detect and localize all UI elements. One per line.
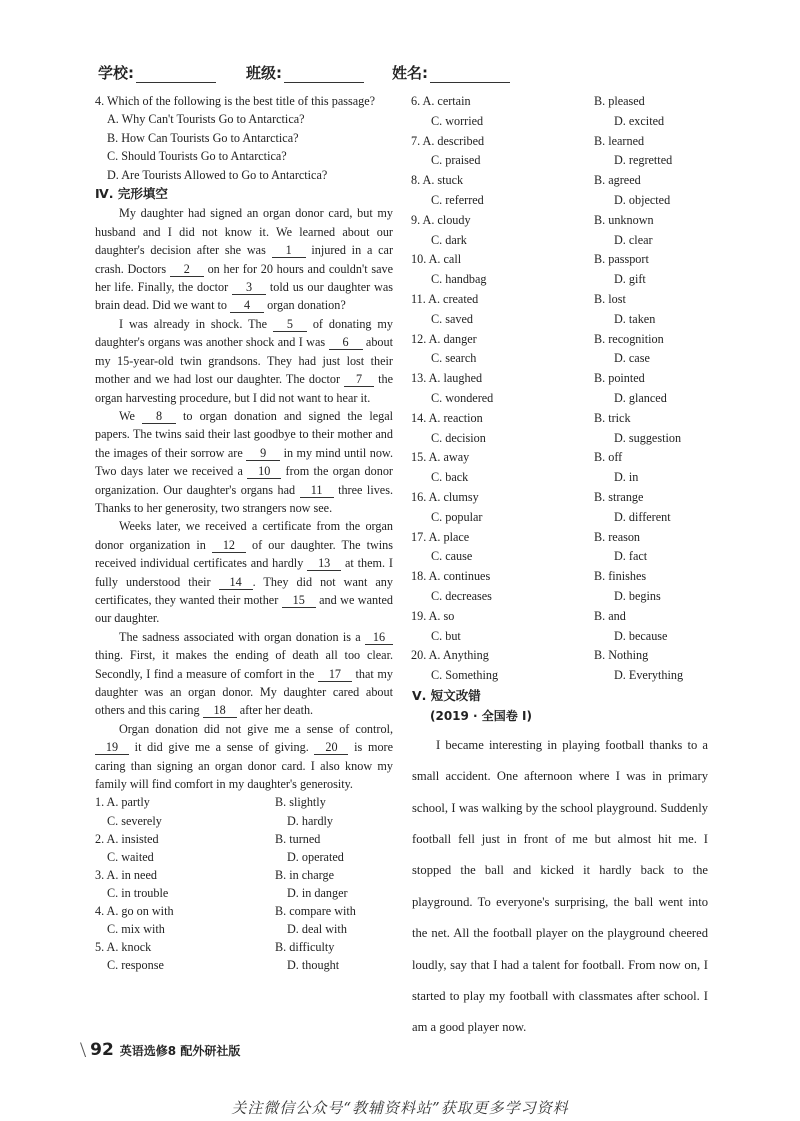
option-a: 10. A. call: [411, 252, 462, 267]
blank-1: 1: [272, 244, 306, 258]
option-c: C. decision: [431, 430, 486, 445]
error-correction-section: [412, 686, 708, 1044]
option-c: C. Something: [431, 668, 499, 683]
option-row: [411, 349, 707, 369]
option-a: 18. A. continues: [411, 569, 491, 584]
school-field[interactable]: [98, 62, 216, 83]
option-row: [411, 231, 707, 251]
option-row: [411, 547, 707, 567]
option-a: 12. A. danger: [411, 331, 477, 346]
option-d: D. fact: [614, 549, 648, 564]
name-field[interactable]: [392, 62, 510, 83]
option-row: [411, 389, 707, 409]
option-row: [411, 468, 707, 488]
blank-19: 19: [95, 741, 129, 755]
option-row: [411, 448, 707, 468]
option-d: D. begins: [614, 588, 661, 603]
name-blank[interactable]: [430, 68, 510, 83]
page-footer: [80, 1037, 240, 1063]
option-row: [411, 330, 707, 350]
option-d: D. regretted: [614, 153, 673, 168]
option-d: D. case: [614, 351, 650, 366]
option-d: D. gift: [614, 272, 646, 287]
blank-11: 11: [300, 484, 334, 498]
option-d: D. clear: [614, 232, 653, 247]
option-row: [411, 151, 707, 171]
option-row: 3. A. in need B. in charge: [95, 867, 335, 882]
cloze-options-6-20: [411, 92, 707, 686]
option-d: D. taken: [614, 311, 656, 326]
option-b: B. How Can Tourists Go to Antarctica?: [107, 130, 299, 145]
option-b: B. off: [594, 450, 623, 465]
blank-3: 3: [232, 281, 266, 295]
cloze-paragraph-3: We 8 to organ donation and signed the legal papers. The twins said their last goodbye to their mother and the images of their sorrow are 9 in my mind until now. Two days later we received a 10 from the organ donor organization. Our daughter's organs had 11 three lives. Thanks to her generosity, two strangers now see.: [95, 408, 394, 515]
option-d: D. Everything: [614, 668, 684, 683]
option-a: 11. A. created: [411, 291, 479, 306]
option-row: [411, 646, 707, 666]
option-row: [411, 310, 707, 330]
option-c: C. back: [431, 470, 469, 485]
option-row: 5. A. knock B. difficulty: [95, 940, 335, 955]
blank-17: 17: [318, 668, 352, 682]
option-row: [411, 171, 707, 191]
option-b: B. and: [594, 608, 626, 623]
bottom-note: 关注微信公众号“教辅资料站”获取更多学习资料: [231, 1099, 569, 1117]
option-c: C. dark: [431, 232, 467, 247]
page-number: 92: [90, 1040, 114, 1060]
option-row: [411, 666, 707, 686]
correction-passage: I became interesting in playing football thanks to a small accident. One afternoon where I was in primary school, I was walking by the school playground. Suddenly football fell just in front of me but almost hit me. I stopped the ball and kicked it hardly back to the playground. To everyone's surprising, the ball went into the net. All the football player on the playground cheered loudly, say that I had a talent for football. From now on, I started to play my football with classmates after school. I am a good player now.: [412, 737, 708, 1035]
blank-5: 5: [273, 318, 307, 332]
option-d: D. objected: [614, 192, 671, 207]
option-d: D. Are Tourists Allowed to Go to Antarctica?: [107, 167, 328, 182]
correction-heading: Ⅴ. 短文改错: [412, 688, 481, 703]
option-row: [411, 627, 707, 647]
correction-source: (2019 · 全国卷 Ⅰ): [430, 709, 532, 724]
question-stem: 4. Which of the following is the best title of this passage?: [95, 94, 376, 108]
blank-18: 18: [203, 704, 237, 718]
blank-4: 4: [230, 299, 264, 313]
option-a: 15. A. away: [411, 450, 470, 465]
option-b: B. strange: [594, 489, 644, 504]
cloze-paragraph-4: Weeks later, we received a certificate from the organ donor organization in 12 of our daughter. The twins received individual certificates and hardly 13 at them. I fully understood their 14 . They did not want any certificates, they wanted their mother 15 and we wanted our daughter.: [95, 519, 393, 626]
option-row: [411, 508, 707, 528]
class-blank[interactable]: [284, 68, 364, 83]
blank-7: 7: [344, 373, 374, 387]
cloze-paragraph-1: My daughter had signed an organ donor card, but my husband and I did not know it. We learned about our daughter's decision after she was 1 injured in a car crash. Doctors 2 on her for 20 hours and couldn't save her life. Finally, the doctor 3 told us our daughter was brain dead. Did we want to 4 organ donation?: [95, 206, 394, 313]
option-b: B. lost: [594, 291, 626, 306]
option-b: B. pleased: [594, 94, 645, 108]
option-c: C. Should Tourists Go to Antarctica?: [107, 149, 287, 164]
option-a: 9. A. cloudy: [411, 212, 471, 227]
option-row: C. severely D. hardly: [107, 813, 334, 828]
option-row: C. in trouble D. in danger: [107, 885, 348, 900]
blank-9: 9: [246, 447, 280, 461]
option-row: [411, 528, 707, 548]
option-row: [411, 567, 707, 587]
option-row: [411, 607, 707, 627]
option-c: C. cause: [431, 549, 473, 564]
cloze-paragraph-2: I was already in shock. The 5 of donating my daughter's organs was another shock and I was 6 about my 15-year-old twin grandsons. They had just lost their mother and we had lost our daughter. The doctor 7 the organ harvesting procedure, but I did not want to hear it.: [95, 316, 394, 405]
option-b: B. learned: [594, 133, 645, 148]
footer-slash: \: [80, 1037, 87, 1062]
option-b: B. Nothing: [594, 648, 649, 663]
blank-13: 13: [307, 557, 341, 571]
option-c: C. search: [431, 351, 477, 366]
option-row: [411, 290, 707, 310]
option-a: 14. A. reaction: [411, 410, 483, 425]
option-row: 4. A. go on with B. compare with: [95, 904, 356, 918]
class-label: 班级:: [246, 64, 282, 82]
option-b: B. recognition: [594, 331, 664, 346]
option-d: D. different: [614, 509, 671, 524]
blank-16: 16: [365, 631, 393, 645]
option-row: [411, 250, 707, 270]
option-d: D. glanced: [614, 390, 667, 405]
option-b: B. pointed: [594, 371, 645, 386]
book-title: 英语选修8 配外研社版: [119, 1044, 241, 1058]
option-d: D. excited: [614, 113, 665, 128]
option-c: C. wondered: [431, 390, 494, 405]
reading-question-4: [95, 92, 393, 184]
blank-12: 12: [212, 539, 246, 553]
option-row: C. response D. thought: [107, 958, 340, 973]
option-b: B. unknown: [594, 212, 654, 227]
option-a: 13. A. laughed: [411, 371, 483, 386]
blank-14: 14: [219, 576, 253, 590]
option-a: 16. A. clumsy: [411, 489, 479, 504]
blank-2: 2: [170, 263, 204, 277]
option-c: C. saved: [431, 311, 473, 326]
name-label: 姓名:: [392, 64, 428, 82]
option-row: C. waited D. operated: [107, 849, 344, 864]
option-row: [411, 409, 707, 429]
option-row: [411, 132, 707, 152]
option-row: [411, 191, 707, 211]
option-c: C. handbag: [431, 272, 487, 287]
option-row: [411, 587, 707, 607]
option-a: A. Why Can't Tourists Go to Antarctica?: [107, 112, 305, 127]
option-c: C. referred: [431, 192, 484, 207]
school-label: 学校:: [98, 64, 134, 82]
option-row: [411, 270, 707, 290]
option-a: 8. A. stuck: [411, 173, 464, 188]
option-c: C. popular: [431, 509, 483, 524]
cloze-paragraph-5: The sadness associated with organ donation is a 16 thing. First, it makes the ending of death all too clear. Secondly, I find a measure of comfort in the 17 that my daughter was an organ donor. My daughter cared about others and this caring 18 after her death.: [95, 629, 393, 718]
option-row: 2. A. insisted B. turned: [95, 831, 321, 846]
class-field[interactable]: [246, 62, 364, 83]
left-column: [95, 92, 393, 974]
option-d: D. in: [614, 470, 639, 485]
cloze-options-1-5: [95, 793, 393, 974]
option-row: [411, 211, 707, 231]
option-c: C. worried: [431, 113, 484, 128]
blank-8: 8: [142, 410, 176, 424]
option-c: C. decreases: [431, 588, 492, 603]
blank-20: 20: [314, 741, 348, 755]
option-b: B. finishes: [594, 569, 647, 584]
option-a: 7. A. described: [411, 133, 485, 148]
option-a: 6. A. certain: [411, 94, 471, 108]
option-row: [411, 488, 707, 508]
option-row: 1. A. partly B. slightly: [95, 795, 326, 810]
option-a: 20. A. Anything: [411, 648, 489, 663]
option-b: B. reason: [594, 529, 641, 544]
option-row: C. mix with D. deal with: [107, 922, 347, 937]
option-b: B. passport: [594, 252, 649, 267]
option-row: [411, 112, 707, 132]
option-row: [411, 429, 707, 449]
option-row: [411, 369, 707, 389]
option-a: 17. A. place: [411, 529, 470, 544]
option-d: D. because: [614, 628, 668, 643]
option-b: B. agreed: [594, 173, 641, 188]
option-row: [411, 92, 707, 112]
option-d: D. suggestion: [614, 430, 682, 445]
school-blank[interactable]: [136, 68, 216, 83]
option-c: C. praised: [431, 153, 481, 168]
option-b: B. trick: [594, 410, 631, 425]
option-a: 19. A. so: [411, 608, 455, 623]
blank-6: 6: [329, 336, 363, 350]
blank-10: 10: [247, 465, 281, 479]
option-c: C. but: [431, 628, 461, 643]
cloze-paragraph-6: Organ donation did not give me a sense of control, 19 it did give me a sense of giving. 20 is more caring than signing an organ donor card. I also know my family will find comfort in my daughter's generosity.: [95, 721, 394, 792]
cloze-heading: Ⅳ. 完形填空: [95, 186, 168, 202]
blank-15: 15: [282, 594, 316, 608]
